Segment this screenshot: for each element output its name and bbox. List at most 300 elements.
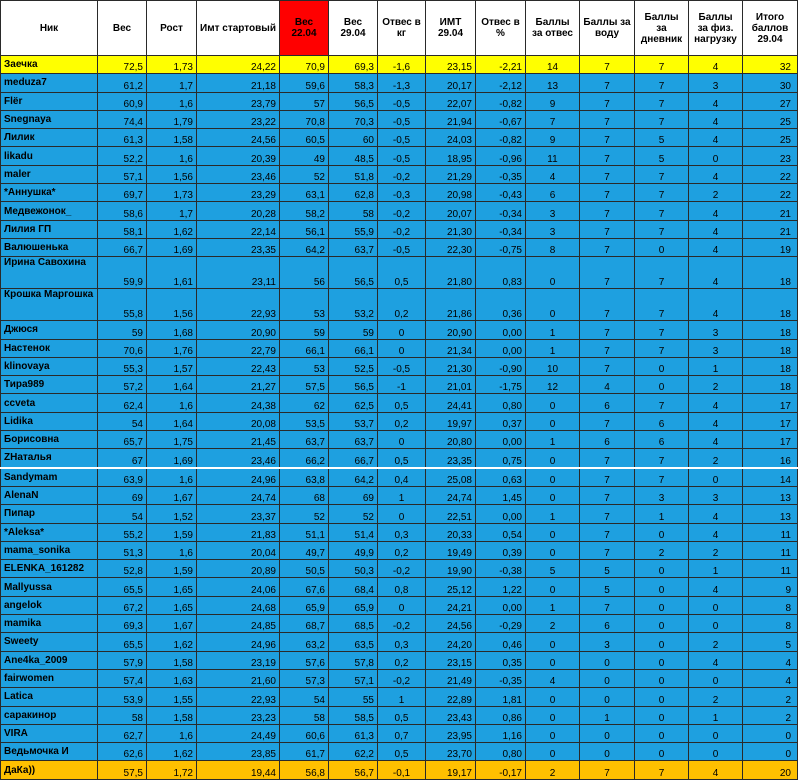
bmi-start-cell: 23,46 xyxy=(197,449,280,468)
table-row xyxy=(1,468,798,487)
nick-cell: Лилия ГП xyxy=(1,220,98,238)
points-water-cell: 7 xyxy=(580,289,635,321)
weight-29-04-cell: 69,3 xyxy=(329,56,378,74)
weight-22-04-cell: 57,5 xyxy=(280,376,329,394)
total-cell: 18 xyxy=(743,321,798,339)
total-cell: 18 xyxy=(743,376,798,394)
points-water-cell: 1 xyxy=(580,706,635,724)
bmi-29-04-cell: 21,30 xyxy=(426,220,476,238)
bmi-29-04-cell: 19,17 xyxy=(426,761,476,779)
header-total: Итого баллов 29.04 xyxy=(743,1,798,56)
table-row xyxy=(1,486,798,504)
points-water-cell: 7 xyxy=(580,412,635,430)
points-water-cell: 7 xyxy=(580,596,635,614)
points-exercise-cell: 4 xyxy=(689,523,743,541)
table-row xyxy=(1,412,798,430)
points-water-cell: 7 xyxy=(580,357,635,375)
weight-cell: 61,3 xyxy=(98,129,147,147)
header-points-diary: Баллы за дневник xyxy=(635,1,689,56)
weight-29-04-cell: 58,5 xyxy=(329,706,378,724)
loss-kg-cell: 0 xyxy=(378,431,426,449)
points-exercise-cell: 3 xyxy=(689,486,743,504)
total-cell: 30 xyxy=(743,74,798,92)
weight-cell: 69,7 xyxy=(98,184,147,202)
loss-kg-cell: 0 xyxy=(378,321,426,339)
bmi-start-cell: 24,85 xyxy=(197,615,280,633)
weight-29-04-cell: 62,2 xyxy=(329,743,378,761)
table-row xyxy=(1,761,798,779)
height-cell: 1,69 xyxy=(147,449,197,468)
weight-29-04-cell: 63,7 xyxy=(329,238,378,256)
weight-29-04-cell: 66,7 xyxy=(329,449,378,468)
points-diary-cell: 0 xyxy=(635,706,689,724)
points-loss-cell: 9 xyxy=(526,92,580,110)
weight-22-04-cell: 56,8 xyxy=(280,761,329,779)
total-cell: 13 xyxy=(743,486,798,504)
nick-cell: AlenaN xyxy=(1,486,98,504)
points-loss-cell: 5 xyxy=(526,560,580,578)
points-diary-cell: 7 xyxy=(635,339,689,357)
height-cell: 1,64 xyxy=(147,412,197,430)
weight-cell: 69,3 xyxy=(98,615,147,633)
nick-cell: *Aleksa* xyxy=(1,523,98,541)
weight-22-04-cell: 58 xyxy=(280,706,329,724)
table-row xyxy=(1,220,798,238)
points-water-cell: 7 xyxy=(580,184,635,202)
total-cell: 27 xyxy=(743,92,798,110)
header-height: Рост xyxy=(147,1,197,56)
table-row xyxy=(1,394,798,412)
nick-cell: Latica xyxy=(1,688,98,706)
bmi-29-04-cell: 20,90 xyxy=(426,321,476,339)
nick-cell: mamika xyxy=(1,615,98,633)
loss-percent-cell: -0,38 xyxy=(476,560,526,578)
loss-kg-cell: 0,5 xyxy=(378,706,426,724)
bmi-start-cell: 24,96 xyxy=(197,468,280,487)
points-loss-cell: 0 xyxy=(526,578,580,596)
loss-percent-cell: -0,29 xyxy=(476,615,526,633)
nick-cell: ELENKA_161282 xyxy=(1,560,98,578)
loss-kg-cell: -0,5 xyxy=(378,238,426,256)
loss-kg-cell: 0,2 xyxy=(378,651,426,669)
points-diary-cell: 0 xyxy=(635,523,689,541)
bmi-start-cell: 23,37 xyxy=(197,505,280,523)
points-diary-cell: 7 xyxy=(635,74,689,92)
bmi-start-cell: 23,85 xyxy=(197,743,280,761)
bmi-29-04-cell: 23,70 xyxy=(426,743,476,761)
points-diary-cell: 7 xyxy=(635,202,689,220)
weight-22-04-cell: 64,2 xyxy=(280,238,329,256)
height-cell: 1,72 xyxy=(147,761,197,779)
total-cell: 18 xyxy=(743,357,798,375)
bmi-start-cell: 21,27 xyxy=(197,376,280,394)
weight-22-04-cell: 68,7 xyxy=(280,615,329,633)
weight-29-04-cell: 59 xyxy=(329,321,378,339)
height-cell: 1,68 xyxy=(147,321,197,339)
points-water-cell: 7 xyxy=(580,92,635,110)
points-diary-cell: 0 xyxy=(635,596,689,614)
points-loss-cell: 11 xyxy=(526,147,580,165)
points-water-cell: 0 xyxy=(580,669,635,687)
loss-percent-cell: 1,16 xyxy=(476,724,526,742)
weight-cell: 69 xyxy=(98,486,147,504)
loss-percent-cell: -0,34 xyxy=(476,220,526,238)
bmi-29-04-cell: 21,01 xyxy=(426,376,476,394)
weight-22-04-cell: 57 xyxy=(280,92,329,110)
header-bmi-start: Имт стартовый xyxy=(197,1,280,56)
points-diary-cell: 0 xyxy=(635,615,689,633)
points-loss-cell: 1 xyxy=(526,339,580,357)
nick-cell: Медвежонок_ xyxy=(1,202,98,220)
table-row xyxy=(1,357,798,375)
weight-29-04-cell: 56,5 xyxy=(329,92,378,110)
weight-22-04-cell: 51,1 xyxy=(280,523,329,541)
nick-cell: Настенок xyxy=(1,339,98,357)
points-loss-cell: 2 xyxy=(526,615,580,633)
nick-cell: ZНаталья xyxy=(1,449,98,468)
points-water-cell: 7 xyxy=(580,541,635,559)
loss-kg-cell: -0,5 xyxy=(378,147,426,165)
loss-kg-cell: -0,3 xyxy=(378,184,426,202)
points-loss-cell: 0 xyxy=(526,289,580,321)
points-loss-cell: 0 xyxy=(526,633,580,651)
bmi-start-cell: 20,08 xyxy=(197,412,280,430)
points-exercise-cell: 4 xyxy=(689,505,743,523)
bmi-29-04-cell: 25,08 xyxy=(426,468,476,487)
weight-cell: 58 xyxy=(98,706,147,724)
weight-29-04-cell: 48,5 xyxy=(329,147,378,165)
bmi-29-04-cell: 24,03 xyxy=(426,129,476,147)
points-water-cell: 7 xyxy=(580,321,635,339)
bmi-29-04-cell: 20,33 xyxy=(426,523,476,541)
weight-29-04-cell: 52,5 xyxy=(329,357,378,375)
nick-cell: Mallyussa xyxy=(1,578,98,596)
points-loss-cell: 2 xyxy=(526,761,580,779)
points-loss-cell: 0 xyxy=(526,541,580,559)
bmi-29-04-cell: 19,90 xyxy=(426,560,476,578)
height-cell: 1,58 xyxy=(147,651,197,669)
loss-percent-cell: 0,36 xyxy=(476,289,526,321)
weight-29-04-cell: 55,9 xyxy=(329,220,378,238)
points-water-cell: 7 xyxy=(580,202,635,220)
nick-cell: Ane4ka_2009 xyxy=(1,651,98,669)
points-water-cell: 7 xyxy=(580,129,635,147)
weight-22-04-cell: 66,2 xyxy=(280,449,329,468)
weight-cell: 70,6 xyxy=(98,339,147,357)
loss-percent-cell: -0,82 xyxy=(476,129,526,147)
nick-cell: *Аннушка* xyxy=(1,184,98,202)
loss-kg-cell: 0,5 xyxy=(378,394,426,412)
bmi-29-04-cell: 24,41 xyxy=(426,394,476,412)
height-cell: 1,6 xyxy=(147,724,197,742)
loss-kg-cell: -0,2 xyxy=(378,560,426,578)
height-cell: 1,79 xyxy=(147,110,197,128)
points-diary-cell: 2 xyxy=(635,541,689,559)
points-loss-cell: 0 xyxy=(526,257,580,289)
weight-29-04-cell: 65,9 xyxy=(329,596,378,614)
bmi-start-cell: 21,18 xyxy=(197,74,280,92)
loss-kg-cell: -1,3 xyxy=(378,74,426,92)
points-water-cell: 0 xyxy=(580,743,635,761)
nick-cell: ccveta xyxy=(1,394,98,412)
weight-22-04-cell: 50,5 xyxy=(280,560,329,578)
points-exercise-cell: 3 xyxy=(689,321,743,339)
bmi-start-cell: 24,22 xyxy=(197,56,280,74)
height-cell: 1,61 xyxy=(147,257,197,289)
height-cell: 1,52 xyxy=(147,505,197,523)
points-exercise-cell: 3 xyxy=(689,339,743,357)
bmi-29-04-cell: 24,20 xyxy=(426,633,476,651)
table-row xyxy=(1,431,798,449)
nick-cell: Лилик xyxy=(1,129,98,147)
points-water-cell: 7 xyxy=(580,165,635,183)
total-cell: 21 xyxy=(743,202,798,220)
nick-cell: Тира989 xyxy=(1,376,98,394)
weight-cell: 53,9 xyxy=(98,688,147,706)
nick-cell: mama_sonika xyxy=(1,541,98,559)
weight-cell: 62,7 xyxy=(98,724,147,742)
points-diary-cell: 3 xyxy=(635,486,689,504)
points-exercise-cell: 2 xyxy=(689,449,743,468)
weight-29-04-cell: 53,7 xyxy=(329,412,378,430)
weight-22-04-cell: 49 xyxy=(280,147,329,165)
nick-cell: Валюшенька xyxy=(1,238,98,256)
loss-percent-cell: 0,00 xyxy=(476,596,526,614)
points-diary-cell: 7 xyxy=(635,761,689,779)
points-diary-cell: 7 xyxy=(635,184,689,202)
points-water-cell: 7 xyxy=(580,147,635,165)
points-loss-cell: 3 xyxy=(526,220,580,238)
height-cell: 1,6 xyxy=(147,541,197,559)
points-loss-cell: 0 xyxy=(526,486,580,504)
loss-percent-cell: 0,46 xyxy=(476,633,526,651)
bmi-29-04-cell: 20,17 xyxy=(426,74,476,92)
bmi-29-04-cell: 22,30 xyxy=(426,238,476,256)
header-nick: Ник xyxy=(1,1,98,56)
height-cell: 1,69 xyxy=(147,238,197,256)
table-row xyxy=(1,541,798,559)
weight-22-04-cell: 66,1 xyxy=(280,339,329,357)
bmi-29-04-cell: 23,35 xyxy=(426,449,476,468)
points-exercise-cell: 2 xyxy=(689,633,743,651)
points-loss-cell: 1 xyxy=(526,321,580,339)
total-cell: 19 xyxy=(743,238,798,256)
nick-cell: Sandymam xyxy=(1,468,98,487)
loss-percent-cell: 0,00 xyxy=(476,339,526,357)
bmi-start-cell: 24,96 xyxy=(197,633,280,651)
total-cell: 11 xyxy=(743,541,798,559)
nick-cell: Крошка Маргошка xyxy=(1,289,98,321)
loss-kg-cell: 0,2 xyxy=(378,289,426,321)
height-cell: 1,6 xyxy=(147,147,197,165)
loss-percent-cell: 0,86 xyxy=(476,706,526,724)
total-cell: 18 xyxy=(743,289,798,321)
weight-29-04-cell: 66,1 xyxy=(329,339,378,357)
weight-29-04-cell: 49,9 xyxy=(329,541,378,559)
weight-cell: 74,4 xyxy=(98,110,147,128)
points-water-cell: 0 xyxy=(580,688,635,706)
table-row xyxy=(1,92,798,110)
points-diary-cell: 0 xyxy=(635,724,689,742)
total-cell: 16 xyxy=(743,449,798,468)
points-water-cell: 7 xyxy=(580,761,635,779)
weight-cell: 54 xyxy=(98,412,147,430)
bmi-29-04-cell: 22,07 xyxy=(426,92,476,110)
points-exercise-cell: 0 xyxy=(689,669,743,687)
points-water-cell: 7 xyxy=(580,220,635,238)
height-cell: 1,55 xyxy=(147,688,197,706)
weight-22-04-cell: 52 xyxy=(280,505,329,523)
weight-cell: 67,2 xyxy=(98,596,147,614)
nick-cell: саракинор xyxy=(1,706,98,724)
bmi-start-cell: 21,83 xyxy=(197,523,280,541)
loss-kg-cell: 0,2 xyxy=(378,541,426,559)
nick-cell: Lidika xyxy=(1,412,98,430)
weight-22-04-cell: 60,5 xyxy=(280,129,329,147)
loss-kg-cell: -0,2 xyxy=(378,220,426,238)
weight-22-04-cell: 65,9 xyxy=(280,596,329,614)
table-row xyxy=(1,596,798,614)
points-water-cell: 0 xyxy=(580,651,635,669)
points-exercise-cell: 4 xyxy=(689,202,743,220)
bmi-29-04-cell: 22,51 xyxy=(426,505,476,523)
points-diary-cell: 5 xyxy=(635,129,689,147)
loss-percent-cell: 0,00 xyxy=(476,431,526,449)
weight-29-04-cell: 62,8 xyxy=(329,184,378,202)
loss-percent-cell: 0,83 xyxy=(476,257,526,289)
total-cell: 8 xyxy=(743,615,798,633)
nick-cell: angelok xyxy=(1,596,98,614)
weight-cell: 57,1 xyxy=(98,165,147,183)
weight-cell: 66,7 xyxy=(98,238,147,256)
points-loss-cell: 0 xyxy=(526,688,580,706)
points-water-cell: 4 xyxy=(580,376,635,394)
points-diary-cell: 7 xyxy=(635,449,689,468)
bmi-start-cell: 20,90 xyxy=(197,321,280,339)
weight-22-04-cell: 57,6 xyxy=(280,651,329,669)
points-water-cell: 7 xyxy=(580,486,635,504)
table-row xyxy=(1,129,798,147)
points-loss-cell: 10 xyxy=(526,357,580,375)
weight-cell: 57,5 xyxy=(98,761,147,779)
points-water-cell: 7 xyxy=(580,110,635,128)
table-row xyxy=(1,147,798,165)
weight-cell: 57,9 xyxy=(98,651,147,669)
bmi-29-04-cell: 21,94 xyxy=(426,110,476,128)
weight-29-04-cell: 56,5 xyxy=(329,376,378,394)
weight-29-04-cell: 63,5 xyxy=(329,633,378,651)
points-loss-cell: 8 xyxy=(526,238,580,256)
points-exercise-cell: 2 xyxy=(689,688,743,706)
header-weight-22-04: Вес 22.04 xyxy=(280,1,329,56)
bmi-start-cell: 20,04 xyxy=(197,541,280,559)
loss-kg-cell: -0,2 xyxy=(378,165,426,183)
total-cell: 25 xyxy=(743,110,798,128)
points-loss-cell: 1 xyxy=(526,596,580,614)
weight-cell: 60,9 xyxy=(98,92,147,110)
points-diary-cell: 0 xyxy=(635,633,689,651)
total-cell: 2 xyxy=(743,706,798,724)
bmi-29-04-cell: 21,34 xyxy=(426,339,476,357)
points-diary-cell: 0 xyxy=(635,669,689,687)
points-exercise-cell: 2 xyxy=(689,184,743,202)
points-diary-cell: 7 xyxy=(635,56,689,74)
bmi-start-cell: 24,74 xyxy=(197,486,280,504)
bmi-29-04-cell: 25,12 xyxy=(426,578,476,596)
height-cell: 1,76 xyxy=(147,339,197,357)
loss-percent-cell: -2,12 xyxy=(476,74,526,92)
points-diary-cell: 0 xyxy=(635,578,689,596)
points-exercise-cell: 4 xyxy=(689,220,743,238)
weight-22-04-cell: 53 xyxy=(280,357,329,375)
total-cell: 11 xyxy=(743,560,798,578)
bmi-start-cell: 21,60 xyxy=(197,669,280,687)
points-diary-cell: 0 xyxy=(635,688,689,706)
nick-cell: Пипар xyxy=(1,505,98,523)
points-loss-cell: 0 xyxy=(526,449,580,468)
points-exercise-cell: 0 xyxy=(689,615,743,633)
bmi-start-cell: 23,35 xyxy=(197,238,280,256)
table-row xyxy=(1,651,798,669)
weight-cell: 55,8 xyxy=(98,289,147,321)
table-row xyxy=(1,56,798,74)
points-water-cell: 7 xyxy=(580,74,635,92)
weight-22-04-cell: 63,1 xyxy=(280,184,329,202)
total-cell: 20 xyxy=(743,761,798,779)
points-water-cell: 5 xyxy=(580,578,635,596)
bmi-start-cell: 20,89 xyxy=(197,560,280,578)
loss-kg-cell: 0 xyxy=(378,339,426,357)
loss-percent-cell: 1,81 xyxy=(476,688,526,706)
total-cell: 21 xyxy=(743,220,798,238)
weight-29-04-cell: 64,2 xyxy=(329,468,378,487)
weight-29-04-cell: 61,3 xyxy=(329,724,378,742)
weight-22-04-cell: 53,5 xyxy=(280,412,329,430)
total-cell: 25 xyxy=(743,129,798,147)
nick-cell: meduza7 xyxy=(1,74,98,92)
weight-29-04-cell: 57,1 xyxy=(329,669,378,687)
weight-cell: 62,4 xyxy=(98,394,147,412)
points-diary-cell: 7 xyxy=(635,289,689,321)
height-cell: 1,56 xyxy=(147,289,197,321)
bmi-start-cell: 23,19 xyxy=(197,651,280,669)
bmi-start-cell: 22,79 xyxy=(197,339,280,357)
bmi-29-04-cell: 21,49 xyxy=(426,669,476,687)
bmi-29-04-cell: 20,80 xyxy=(426,431,476,449)
weight-29-04-cell: 62,5 xyxy=(329,394,378,412)
points-water-cell: 7 xyxy=(580,56,635,74)
loss-percent-cell: -0,35 xyxy=(476,165,526,183)
loss-kg-cell: 0,3 xyxy=(378,523,426,541)
weight-22-04-cell: 63,2 xyxy=(280,633,329,651)
loss-percent-cell: 0,00 xyxy=(476,321,526,339)
bmi-start-cell: 23,29 xyxy=(197,184,280,202)
points-loss-cell: 1 xyxy=(526,505,580,523)
bmi-29-04-cell: 24,74 xyxy=(426,486,476,504)
weight-29-04-cell: 51,8 xyxy=(329,165,378,183)
points-loss-cell: 0 xyxy=(526,468,580,487)
table-row xyxy=(1,184,798,202)
bmi-29-04-cell: 20,07 xyxy=(426,202,476,220)
points-exercise-cell: 4 xyxy=(689,257,743,289)
weight-cell: 62,6 xyxy=(98,743,147,761)
weight-22-04-cell: 61,7 xyxy=(280,743,329,761)
points-exercise-cell: 0 xyxy=(689,724,743,742)
weight-cell: 57,4 xyxy=(98,669,147,687)
height-cell: 1,6 xyxy=(147,468,197,487)
points-loss-cell: 3 xyxy=(526,202,580,220)
table-row xyxy=(1,449,798,468)
